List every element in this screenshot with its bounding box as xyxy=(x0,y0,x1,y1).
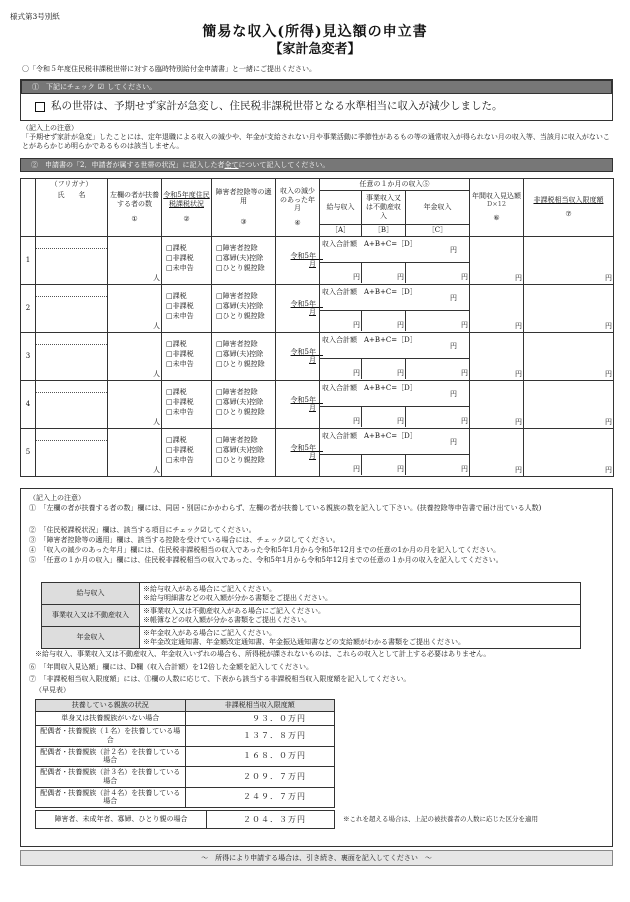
lower-note-6: ⑥ 「年間収入見込額」欄には、D欄（収入合計額）を12倍した金額を記入してください。 xyxy=(29,663,314,671)
hayami-special-value: ２０４．３万円 xyxy=(207,811,335,829)
month-header: 収入の減少のあった年月 ④ xyxy=(276,179,320,237)
taxstatus-header: 令和5年度住民税課税状況 ② xyxy=(162,179,212,237)
deduction-cell[interactable]: □障害者控除 □寡婦(夫)控除 □ひとり親控除 xyxy=(212,284,276,332)
statement-line[interactable] xyxy=(21,94,612,120)
income-type-line: ※年金収入がある場合にご記入ください。 xyxy=(143,628,276,637)
name-cell[interactable] xyxy=(36,284,108,332)
section-2-bar xyxy=(20,158,613,172)
limit-header: 非課税相当収入限度額 ⑦ xyxy=(524,179,614,237)
hayami-row xyxy=(36,746,335,767)
deduction-cell[interactable]: □障害者控除 □寡婦(夫)控除 □ひとり親控除 xyxy=(212,332,276,380)
hayami-row xyxy=(36,767,335,788)
hayami-value: １３７．８万円 xyxy=(185,726,335,747)
name-header xyxy=(36,179,108,237)
hayami-special-table xyxy=(35,810,335,829)
hayami-value: ２４９．７万円 xyxy=(185,787,335,808)
hayami-row xyxy=(36,726,335,747)
statement-text: 私の世帯は、予期せず家計が急変し、住民税非課税世帯となる水準相当に収入が減少しました。 xyxy=(51,100,503,113)
table-row xyxy=(21,284,614,332)
table-row xyxy=(21,380,614,428)
name-cell[interactable] xyxy=(36,332,108,380)
row-no-header xyxy=(21,179,36,237)
lower-note-7: ⑦ 「非課税相当収入限度額」には、①欄の人数に応じて、下表から該当する非課税相当収入限度額を記入してください。 xyxy=(29,675,411,683)
lower-note-3: ③ 「障害者控除等の適用」欄は、該当する控除を受けている場合には、チェック☑してください。 xyxy=(29,536,340,544)
section-1-label-suffix: してください。 xyxy=(107,82,157,91)
month-cell[interactable]: 令和5年 月 xyxy=(276,428,320,476)
annual-cell[interactable]: 円 xyxy=(470,332,524,380)
hayami-condition: 配偶者・扶養親族（計３名）を扶養している場合 xyxy=(36,767,186,788)
col-a: ［A］ xyxy=(320,225,362,237)
income-type-table xyxy=(41,582,581,649)
month-cell[interactable]: 令和5年 月 xyxy=(276,332,320,380)
page-subtitle: 【家計急変者】 xyxy=(269,42,361,57)
dependents-cell[interactable]: 人 xyxy=(108,236,162,284)
note-1-body: 「予期せず家計が急変」したことには、定年退職による収入の減少や、年金が支給されない月や事業活動に季節性があるもの等の通常収入が得られない月の収入等、当該月に収入がないことがあらかじめ明らかであるものは該当しません。 xyxy=(22,133,610,151)
deduction-header: 障害者控除等の適用 ③ xyxy=(212,179,276,237)
row-number: 5 xyxy=(21,428,36,476)
income-type-label: 給与収入 xyxy=(42,583,140,605)
income-type-label: 事業収入又は不動産収入 xyxy=(42,605,140,627)
taxstatus-cell[interactable]: □課税 □非課税 □未申告 xyxy=(162,428,212,476)
col-b: ［B］ xyxy=(362,225,406,237)
month-cell[interactable]: 令和5年 月 xyxy=(276,284,320,332)
hayami-header-limit: 非課税相当収入限度額 xyxy=(185,700,335,712)
page-title: 簡易な収入(所得)見込額の申立書 xyxy=(202,24,428,40)
row-number: 4 xyxy=(21,380,36,428)
hayami-special-condition: 障害者、未成年者、寡婦、ひとり親の場合 xyxy=(36,811,207,829)
statement-checkbox[interactable] xyxy=(35,102,45,112)
footer-note: ～ 所得により申請する場合は、引き続き、裏面を記入してください ～ xyxy=(20,850,613,866)
income-type-label: 年金収入 xyxy=(42,627,140,649)
hayami-table xyxy=(35,699,335,808)
row-number: 3 xyxy=(21,332,36,380)
row-number: 2 xyxy=(21,284,36,332)
hayami-condition: 単身又は扶養親族がいない場合 xyxy=(36,712,186,726)
section-1-label: ① 下記にチェック xyxy=(32,82,95,91)
table-row xyxy=(21,236,614,284)
lower-note-5: ⑤ 「任意の１か月の収入」欄には、住民税非課税相当の収入であった、令和5年1月から令和5年12月までの任意の１か月の収入を記入してください。 xyxy=(29,556,503,564)
hayami-header-status: 扶養している親族の状況 xyxy=(36,700,186,712)
row-number: 1 xyxy=(21,236,36,284)
household-table xyxy=(20,178,614,477)
table-row xyxy=(21,428,614,476)
income-type-line: ※給与収入がある場合にご記入ください。 xyxy=(143,584,276,593)
lower-notes xyxy=(20,488,613,847)
check-mark-icon: ☑ xyxy=(97,82,105,91)
income-type-line: ※事業収入又は不動産収入がある場合にご記入ください。 xyxy=(143,606,325,615)
lower-note-1: ① 「左欄の者が扶養する者の数」欄には、同居・別居にかかわらず、左欄の者が扶養している親族の数を記入して下さい。(扶養控除等申告書で届け出ている人数) xyxy=(29,504,542,512)
deduction-cell[interactable]: □障害者控除 □寡婦(夫)控除 □ひとり親控除 xyxy=(212,380,276,428)
deduction-cell[interactable]: □障害者控除 □寡婦(夫)控除 □ひとり親控除 xyxy=(212,236,276,284)
name-cell[interactable] xyxy=(36,380,108,428)
month-cell[interactable]: 令和5年 月 xyxy=(276,236,320,284)
limit-cell[interactable]: 円 xyxy=(524,284,614,332)
form-id: 様式第3号別紙 xyxy=(10,12,60,21)
monthly-income-cell[interactable]: 収入合計額 A+B+C=［D］ 円 円 円 円 xyxy=(320,236,470,284)
income-type-line: ※帳簿などの収入額が分かる書類をご提出ください。 xyxy=(143,615,311,624)
limit-cell[interactable]: 円 xyxy=(524,380,614,428)
hayami-value: ２０９．７万円 xyxy=(185,767,335,788)
taxstatus-cell[interactable]: □課税 □非課税 □未申告 xyxy=(162,236,212,284)
table-row xyxy=(21,332,614,380)
lower-note-2: ② 「住民税課税状況」欄は、該当する項目にチェック☑してください。 xyxy=(29,526,256,534)
section-1 xyxy=(20,79,613,121)
annual-header: 年間収入見込額 D×12 ⑥ xyxy=(470,179,524,237)
monthly-income-cell[interactable]: 収入合計額 A+B+C=［D］ 円 円 円 円 xyxy=(320,380,470,428)
monthly-income-cell[interactable]: 収入合計額 A+B+C=［D］ 円 円 円 円 xyxy=(320,428,470,476)
salary-header: 給与収入 xyxy=(320,191,362,225)
section-1-bar xyxy=(21,80,612,94)
section-2-label-underline: 全て xyxy=(224,160,239,169)
annual-cell[interactable]: 円 xyxy=(470,428,524,476)
taxstatus-cell[interactable]: □課税 □非課税 □未申告 xyxy=(162,332,212,380)
dependents-header: 左欄の者が扶養する者の数 ① xyxy=(108,179,162,237)
name-cell[interactable] xyxy=(36,236,108,284)
section-2-label-suffix: について記入してください。 xyxy=(238,160,330,169)
deduction-cell[interactable]: □障害者控除 □寡婦(夫)控除 □ひとり親控除 xyxy=(212,428,276,476)
hayami-label: （早見表） xyxy=(35,686,70,694)
hayami-row xyxy=(36,712,335,726)
limit-cell[interactable]: 円 xyxy=(524,332,614,380)
taxstatus-cell[interactable]: □課税 □非課税 □未申告 xyxy=(162,380,212,428)
name-cell[interactable] xyxy=(36,428,108,476)
hayami-note: ※これを超える場合は、上記の被扶養者の人数に応じた区分を適用 xyxy=(343,815,538,823)
dependents-cell[interactable]: 人 xyxy=(108,428,162,476)
dependents-cell[interactable]: 人 xyxy=(108,332,162,380)
hayami-value: １６８．０万円 xyxy=(185,746,335,767)
limit-cell[interactable]: 円 xyxy=(524,236,614,284)
section-2-label: ② 申請書の「2．申請者が属する世帯の状況」に記入した者 xyxy=(31,160,225,169)
lower-notes-heading: （記入上の注意） xyxy=(29,494,85,502)
taxstatus-cell[interactable]: □課税 □非課税 □未申告 xyxy=(162,284,212,332)
limit-cell[interactable]: 円 xyxy=(524,428,614,476)
month-cell[interactable]: 令和5年 月 xyxy=(276,380,320,428)
hayami-condition: 配偶者・扶養親族（１名）を扶養している場合 xyxy=(36,726,186,747)
income-type-line: ※年金改定通知書、年金額改定通知書、年金振込通知書などの支給額がわかる書類をご提出ください。 xyxy=(143,637,465,646)
furigana-label: （フリガナ） xyxy=(50,180,93,188)
income-type-line: ※給与明細書などの収入額が分かる書類をご提出ください。 xyxy=(143,593,332,602)
hayami-condition: 配偶者・扶養親族（計４名）を扶養している場合 xyxy=(36,787,186,808)
annual-cell[interactable]: 円 xyxy=(470,284,524,332)
monthly-income-cell[interactable]: 収入合計額 A+B+C=［D］ 円 円 円 円 xyxy=(320,284,470,332)
monthly-income-header: 任意の１か月の収入⑤ xyxy=(320,179,470,191)
name-label: 氏 名 xyxy=(57,190,86,199)
dependents-cell[interactable]: 人 xyxy=(108,284,162,332)
annual-cell[interactable]: 円 xyxy=(470,236,524,284)
hayami-row xyxy=(36,787,335,808)
hayami-condition: 配偶者・扶養親族（計２名）を扶養している場合 xyxy=(36,746,186,767)
monthly-income-cell[interactable]: 収入合計額 A+B+C=［D］ 円 円 円 円 xyxy=(320,332,470,380)
dependents-cell[interactable]: 人 xyxy=(108,380,162,428)
top-note: 〇「令和５年度住民税非課税世帯に対する臨時特別給付金申請書」と一緒にご提出ください。 xyxy=(22,65,316,73)
lower-note-4: ④ 「収入の減少のあった年月」欄には、住民税非課税相当の収入であった令和5年1月から令和5年12月までの任意の1か月の月を記入してください。 xyxy=(29,546,501,554)
business-header: 事業収入又は不動産収入 xyxy=(362,191,406,225)
col-c: ［C］ xyxy=(406,225,470,237)
income-note: ※給与収入、事業収入又は不動産収入、年金収入いずれの場合も、所得税が課されないものは、これらの収入として計上する必要はありません。 xyxy=(35,650,491,658)
annual-cell[interactable]: 円 xyxy=(470,380,524,428)
hayami-value: ９３．０万円 xyxy=(185,712,335,726)
pension-header: 年金収入 xyxy=(406,191,470,225)
note-1-heading: （記入上の注意） xyxy=(22,124,78,132)
